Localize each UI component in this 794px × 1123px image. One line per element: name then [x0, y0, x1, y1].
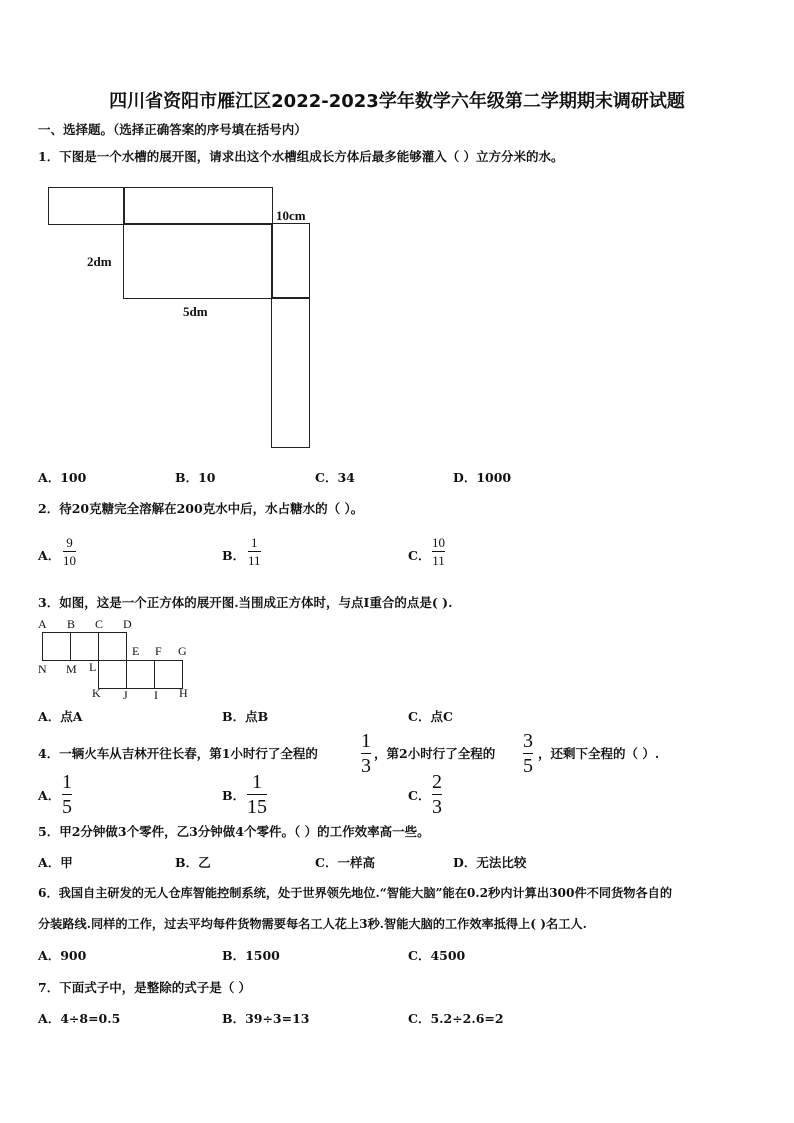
net-face-right — [271, 223, 310, 299]
q7-option-b[interactable]: B．39÷3=13 — [222, 1011, 310, 1026]
q5-option-a[interactable]: A．甲 — [38, 855, 73, 870]
point-j: J — [123, 688, 128, 702]
numerator: 2 — [432, 771, 442, 793]
page-title: 四川省资阳市雁江区2022-2023学年数学六年级第二学期期末调研试题 — [109, 91, 685, 112]
net-square — [70, 632, 99, 661]
denominator: 3 — [361, 755, 371, 777]
net-square — [98, 660, 127, 689]
numerator: 3 — [523, 730, 533, 752]
numerator: 10 — [432, 535, 445, 550]
section-heading: 一、选择题。（选择正确答案的序号填在括号内） — [38, 122, 307, 137]
point-g: G — [178, 644, 187, 658]
q1-option-a[interactable]: A．100 — [38, 470, 87, 485]
denominator: 10 — [63, 553, 76, 568]
net-square — [98, 632, 127, 661]
q4-option-c-fraction — [432, 772, 442, 817]
question-4-text-c: ，还剩下全程的（ ）. — [538, 746, 660, 761]
q7-option-c[interactable]: C．5.2÷2.6=2 — [408, 1011, 504, 1026]
question-2-text: 2．待20克糖完全溶解在200克水中后，水占糖水的（ ）。 — [38, 501, 364, 516]
point-a: A — [38, 617, 47, 631]
q3-option-a[interactable]: A．点A — [38, 709, 83, 724]
point-n: N — [38, 662, 47, 676]
q2-option-a-letter: A． — [38, 548, 61, 563]
q2-option-c-fraction — [432, 536, 445, 567]
numerator: 1 — [251, 535, 258, 550]
q3-option-c[interactable]: C．点C — [408, 709, 453, 724]
q4-option-b-letter: B． — [222, 788, 246, 803]
net-square — [154, 660, 183, 689]
denominator: 11 — [248, 553, 261, 568]
numerator: 9 — [66, 535, 73, 550]
q4-option-b-fraction — [247, 772, 267, 817]
net-face-long — [271, 297, 310, 448]
numerator: 1 — [252, 771, 262, 793]
question-5-text: 5．甲2分钟做3个零件，乙3分钟做4个零件。（ ）的工作效率高一些。 — [38, 824, 430, 839]
point-h: H — [179, 686, 188, 700]
net-face-bottom — [123, 223, 273, 299]
q2-option-b-letter: B． — [222, 548, 246, 563]
q3-option-b[interactable]: B．点B — [222, 709, 269, 724]
q2-option-b-fraction — [248, 536, 261, 567]
point-f: F — [155, 644, 162, 658]
point-i: I — [154, 688, 158, 702]
label-width: 2dm — [87, 254, 112, 269]
q5-option-c[interactable]: C．一样高 — [315, 855, 375, 870]
question-4-text-a: 4．一辆火车从吉林开往长春，第1小时行了全程的 — [38, 746, 318, 761]
q4-option-a-letter: A． — [38, 788, 61, 803]
q5-option-d[interactable]: D．无法比较 — [453, 855, 527, 870]
q6-option-c[interactable]: C．4500 — [408, 948, 466, 963]
net-face-top — [123, 187, 273, 225]
question-6-line-2: 分装路线.同样的工作，过去平均每件货物需要每名工人花上3秒.智能大脑的工作效率抵得上( )名工人. — [38, 917, 587, 931]
numerator: 1 — [62, 771, 72, 793]
point-l: L — [89, 660, 97, 674]
q2-option-c-letter: C． — [408, 548, 431, 563]
q1-option-c[interactable]: C．34 — [315, 470, 355, 485]
point-e: E — [132, 644, 140, 658]
q4-fraction-1 — [361, 731, 371, 776]
net-face-left — [48, 187, 125, 225]
question-4-text-b: ，第2小时行了全程的 — [374, 746, 496, 761]
q4-fraction-2 — [523, 731, 533, 776]
point-m: M — [66, 662, 77, 676]
q4-option-a-fraction — [62, 772, 72, 817]
point-d: D — [123, 617, 132, 631]
net-square — [126, 660, 155, 689]
point-c: C — [95, 617, 104, 631]
denominator: 15 — [247, 796, 267, 818]
denominator: 5 — [523, 755, 533, 777]
q5-option-b[interactable]: B．乙 — [175, 855, 211, 870]
denominator: 5 — [62, 796, 72, 818]
q6-option-b[interactable]: B．1500 — [222, 948, 280, 963]
denominator: 11 — [432, 553, 445, 568]
question-6-line-1: 6．我国自主研发的无人仓库智能控制系统，处于世界领先地位.“智能大脑”能在0.2秒内计算出300件不同货物各自的 — [38, 886, 673, 900]
q6-option-a[interactable]: A．900 — [38, 948, 87, 963]
label-height: 10cm — [276, 208, 306, 223]
question-7-text: 7．下面式子中，是整除的式子是（ ） — [38, 980, 252, 995]
q1-option-d[interactable]: D．1000 — [453, 470, 512, 485]
label-length: 5dm — [183, 304, 208, 319]
question-1-text: 1．下图是一个水槽的展开图，请求出这个水槽组成长方体后最多能够灌入（ ）立方分米的水。 — [38, 149, 564, 164]
question-3-text: 3．如图，这是一个正方体的展开图.当围成正方体时，与点I重合的点是( ). — [38, 595, 453, 610]
q4-option-c-letter: C． — [408, 788, 431, 803]
net-square — [42, 632, 71, 661]
point-b: B — [67, 617, 76, 631]
point-k: K — [92, 686, 101, 700]
q2-option-a-fraction — [63, 536, 76, 567]
numerator: 1 — [361, 730, 371, 752]
q7-option-a[interactable]: A．4÷8=0.5 — [38, 1011, 121, 1026]
q1-option-b[interactable]: B．10 — [175, 470, 216, 485]
denominator: 3 — [432, 796, 442, 818]
